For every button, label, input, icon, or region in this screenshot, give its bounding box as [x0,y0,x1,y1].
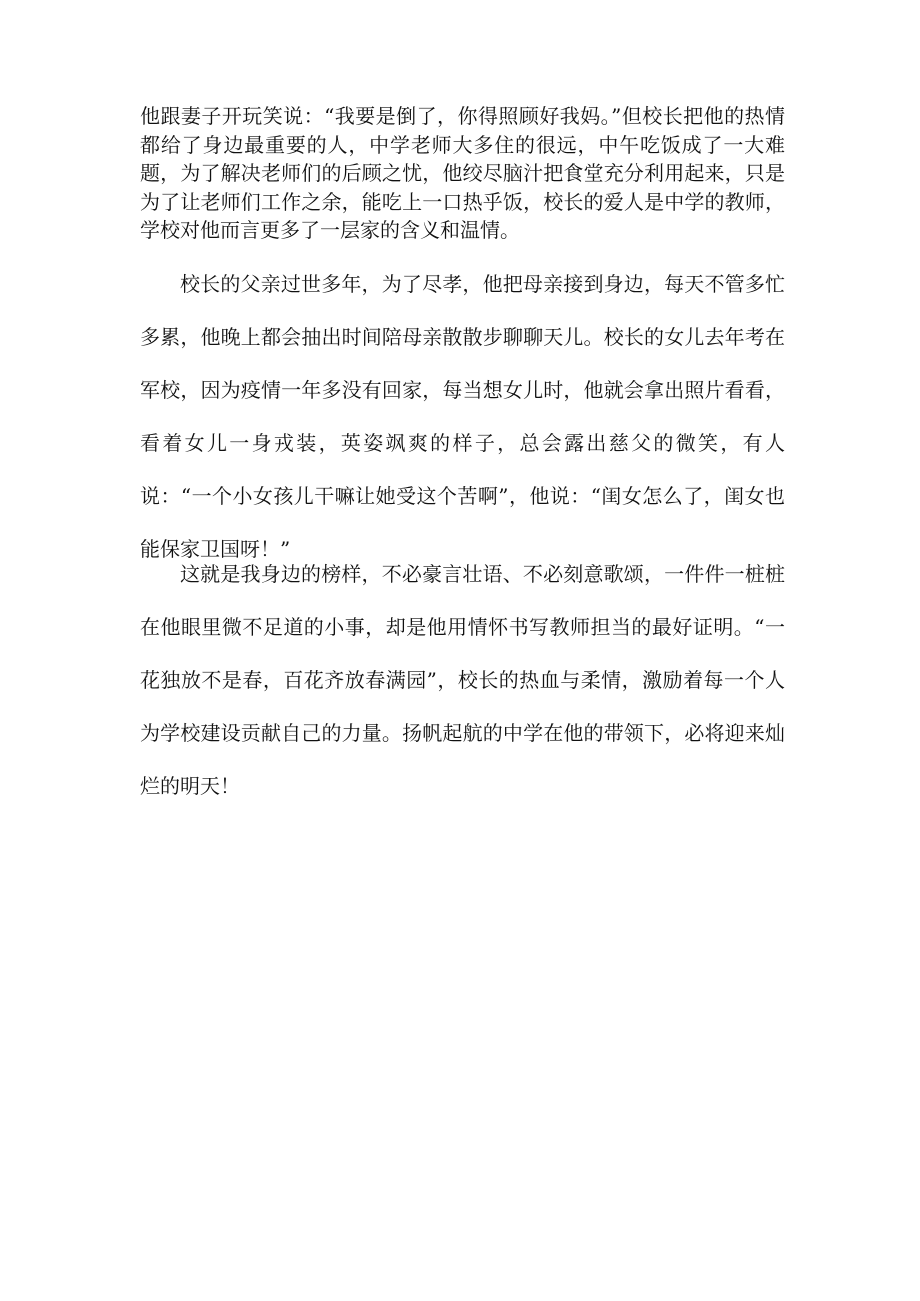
paragraph-2: 校长的父亲过世多年，为了尽孝，他把母亲接到身边，每天不管多忙多累，他晚上都会抽出时间陪母亲散散步聊聊天儿。校长的女儿去年考在军校，因为疫情一年多没有回家，每当想女儿时，他就会拿出照片看看，看着女儿一身戎装，英姿飒爽的样子，总会露出慈父的微笑，有人说：“一个小女孩儿干嘛让她受这个苦啊”，他说：“闺女怎么了，闺女也能保家卫国呀！” [140,272,785,561]
paragraph-1: 他跟妻子开玩笑说：“我要是倒了，你得照顾好我妈。”但校长把他的热情都给了身边最重要的人，中学老师大多住的很远，中午吃饭成了一大难题，为了解决老师们的后顾之忧，他绞尽脑汁把食堂充分利用起来，只是为了让老师们工作之余，能吃上一口热乎饭，校长的爱人是中学的教师，学校对他而言更多了一层家的含义和温情。 [140,104,785,242]
paragraph-3: 这就是我身边的榜样，不必豪言壮语、不必刻意歌颂，一件件一桩桩在他眼里微不足道的小事，却是他用情怀书写教师担当的最好证明。“一花独放不是春，百花齐放春满园”，校长的热血与柔情，激励着每一个人为学校建设贡献自己的力量。扬帆起航的中学在他的带领下，必将迎来灿烂的明天！ [140,562,785,798]
